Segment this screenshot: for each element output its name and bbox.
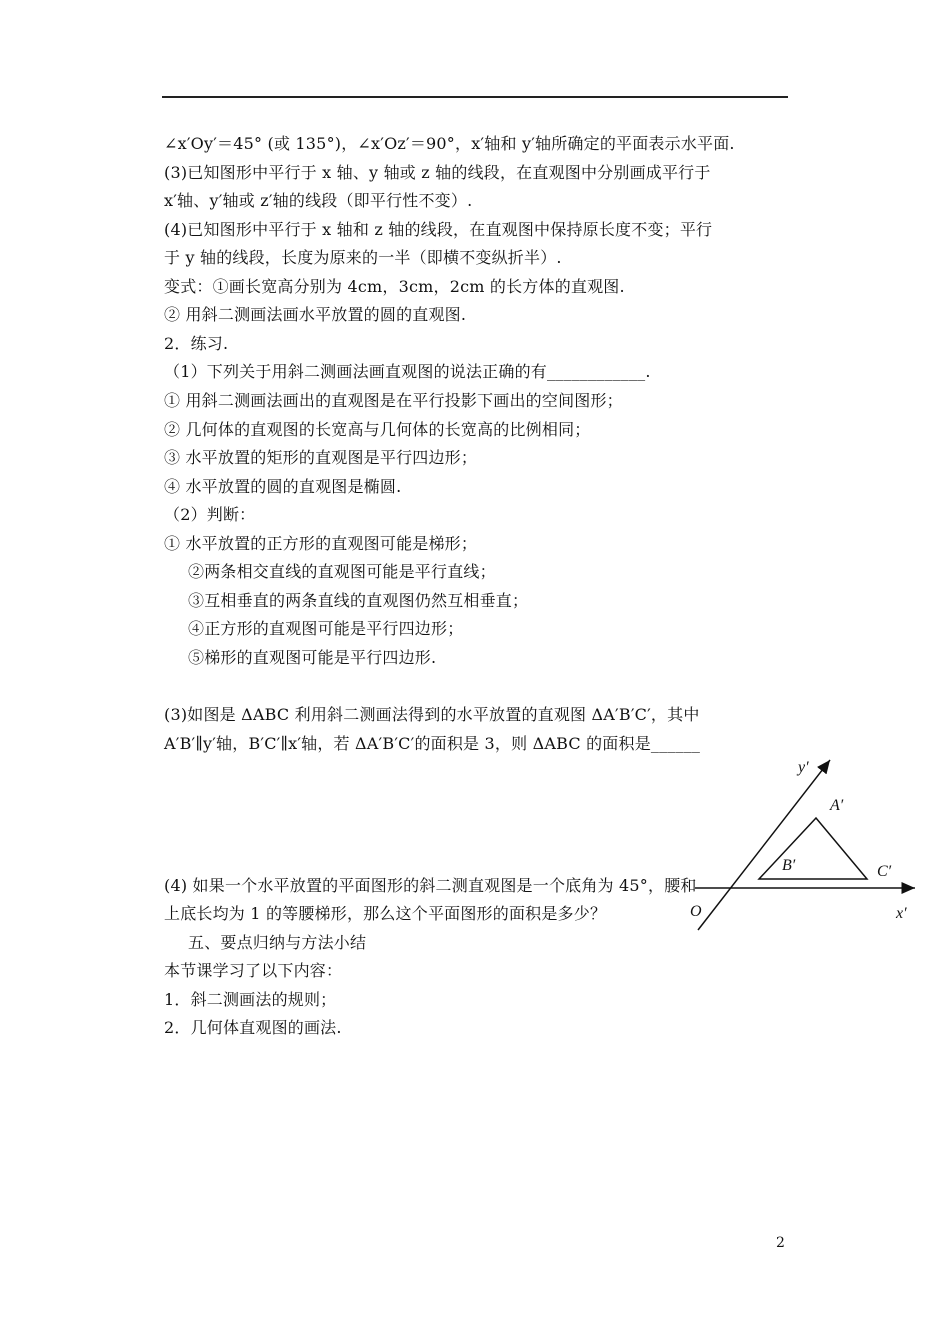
- label-x: x′: [896, 905, 907, 922]
- text-line: x′轴、y′轴或 z′轴的线段（即平行性不变）.: [164, 191, 473, 210]
- text-line: 于 y 轴的线段，长度为原来的一半（即横不变纵折半）.: [164, 248, 562, 267]
- text-line: 2．几何体直观图的画法.: [164, 1018, 342, 1037]
- text-line: ⑤梯形的直观图可能是平行四边形.: [188, 648, 437, 667]
- label-y: y′: [798, 759, 809, 776]
- text-line: ③ 水平放置的矩形的直观图是平行四边形；: [164, 448, 478, 467]
- text-line: (3)已知图形中平行于 x 轴、y 轴或 z 轴的线段，在直观图中分别画成平行于: [164, 163, 711, 182]
- question-line: (3)如图是 ΔABC 利用斜二测画法得到的水平放置的直观图 ΔA′B′C′，其中: [164, 705, 700, 724]
- label-b: B′: [782, 857, 796, 874]
- header-rule: [162, 96, 788, 98]
- question-line: (4) 如果一个水平放置的平面图形的斜二测直观图是一个底角为 45°，腰和: [164, 876, 697, 895]
- question-line: （2）判断：: [164, 505, 256, 524]
- text-line: ① 用斜二测画法画出的直观图是在平行投影下画出的空间图形；: [164, 391, 623, 410]
- label-c: C′: [877, 863, 892, 880]
- question-line: 上底长均为 1 的等腰梯形，那么这个平面图形的面积是多少？: [164, 904, 607, 923]
- triangle-abc: [759, 818, 867, 879]
- label-a: A′: [830, 797, 844, 814]
- text-line: ②两条相交直线的直观图可能是平行直线；: [188, 562, 496, 581]
- text-line: ① 水平放置的正方形的直观图可能是梯形；: [164, 534, 478, 553]
- text-line: ∠x′Oy′＝45° (或 135°)，∠x′Oz′＝90°，x′轴和 y′轴所确定的平面表示水平面.: [164, 134, 735, 153]
- label-o: O: [690, 903, 702, 920]
- text-line: 变式：①画长宽高分别为 4cm，3cm，2cm 的长方体的直观图.: [164, 277, 625, 296]
- text-line: 1．斜二测画法的规则；: [164, 990, 337, 1009]
- text-line: ③互相垂直的两条直线的直观图仍然互相垂直；: [188, 591, 529, 610]
- question-line: A′B′∥y′轴，B′C′∥x′轴，若 ΔA′B′C′的面积是 3，则 ΔABC 的面积是______: [164, 734, 701, 753]
- oblique-triangle-figure: [670, 752, 930, 932]
- y-axis: [698, 760, 830, 930]
- page-number: 2: [776, 1235, 785, 1251]
- text-line: ② 用斜二测画法画水平放置的圆的直观图.: [164, 305, 467, 324]
- text-line: 本节课学习了以下内容：: [164, 961, 343, 980]
- text-line: ④正方形的直观图可能是平行四边形；: [188, 619, 464, 638]
- text-line: (4)已知图形中平行于 x 轴和 z 轴的线段，在直观图中保持原长度不变；平行: [164, 220, 713, 239]
- text-line: ② 几何体的直观图的长宽高与几何体的长宽高的比例相同；: [164, 420, 591, 439]
- text-line: ④ 水平放置的圆的直观图是椭圆.: [164, 477, 402, 496]
- section-heading: 2．练习.: [164, 334, 229, 353]
- section-heading: 五、要点归纳与方法小结: [188, 933, 367, 952]
- question-line: （1）下列关于用斜二测画法画直观图的说法正确的有____________.: [164, 362, 651, 381]
